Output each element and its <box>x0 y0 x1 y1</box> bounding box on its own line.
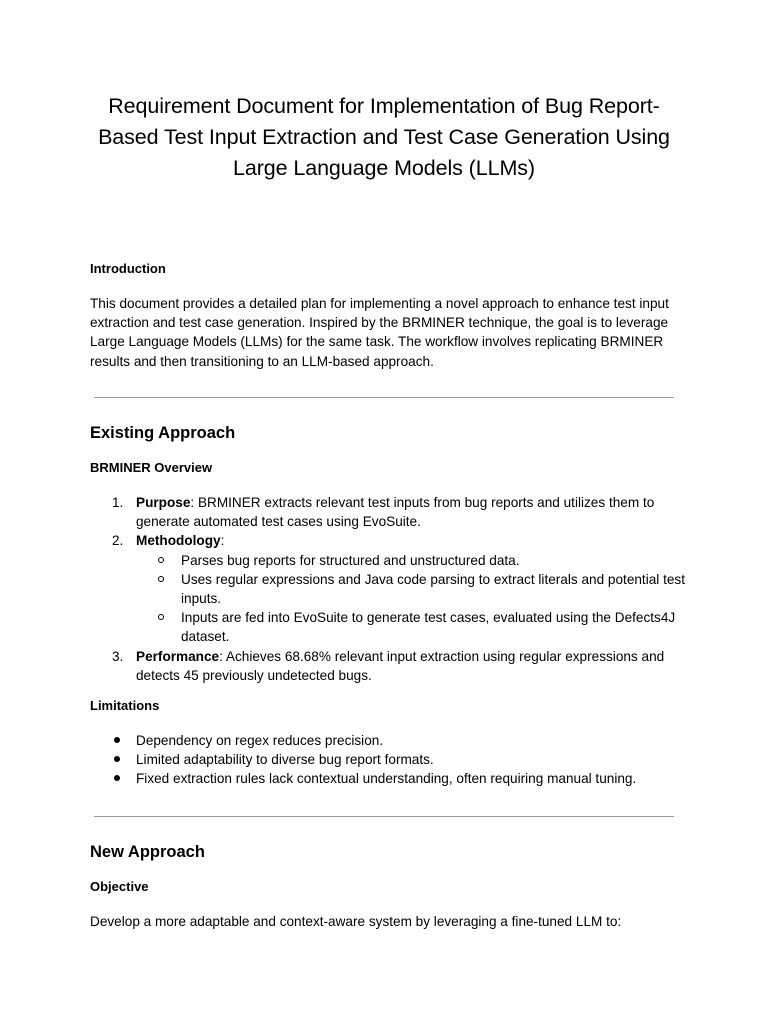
sublist-item <box>136 608 690 646</box>
limitations-heading: Limitations <box>90 698 160 713</box>
list-number: 2. <box>112 533 124 549</box>
sublist-item-text: Uses regular expressions and Java code parsing to extract literals and potential test inputs. <box>181 571 685 607</box>
section-divider <box>94 397 674 398</box>
sublist-item <box>136 551 690 570</box>
sublist-item-text: Parses bug reports for structured and unstructured data. <box>181 552 520 568</box>
document-title: Requirement Document for Implementation of Bug Report-Based Test Input Extraction and Test Case Generation Using Large Language Models (LLMs) <box>98 94 670 180</box>
list-item <box>90 731 690 750</box>
sublist-item-text: Inputs are fed into EvoSuite to generate test cases, evaluated using the Defects4J dataset. <box>181 610 676 645</box>
list-item <box>90 769 690 788</box>
list-number: 1. <box>112 495 124 510</box>
brminer-overview-list <box>90 493 690 685</box>
item-label: Methodology <box>136 533 221 549</box>
limitations-list <box>90 731 690 789</box>
list-item-text: Limited adaptability to diverse bug report formats. <box>136 752 434 768</box>
hollow-circle-bullet-icon <box>158 576 164 582</box>
brminer-overview-heading: BRMINER Overview <box>90 460 213 475</box>
item-text: : BRMINER extracts relevant test inputs from bug reports and utilizes them to generate automated test cases using EvoSuite. <box>136 495 655 530</box>
objective-paragraph: Develop a more adaptable and context-aware system by leveraging a fine-tuned LLM to: <box>90 914 622 929</box>
list-item-methodology <box>90 531 690 646</box>
item-label: Purpose <box>136 495 191 510</box>
item-label: Performance <box>136 648 220 664</box>
list-item <box>90 750 690 769</box>
bullet-icon <box>114 737 120 743</box>
introduction-paragraph: This document provides a detailed plan for implementing a novel approach to enhance test input extraction and test case generation. Inspired by the BRMINER technique, the goal is to leverage Large Language Models (LLMs) for the same task. The workflow involves replicating BRMINER results and then transitioning to an LLM-based approach. <box>90 296 669 369</box>
list-item-performance <box>90 647 690 685</box>
list-number: 3. <box>112 648 124 664</box>
new-approach-heading: New Approach <box>90 843 205 861</box>
list-item-purpose <box>90 493 690 531</box>
list-item-text: Dependency on regex reduces precision. <box>136 733 384 748</box>
bullet-icon <box>114 775 120 781</box>
sublist-item <box>136 570 690 608</box>
list-item-text: Fixed extraction rules lack contextual understanding, often requiring manual tuning. <box>136 771 637 787</box>
hollow-circle-bullet-icon <box>158 614 164 620</box>
objective-heading: Objective <box>90 879 149 894</box>
existing-approach-heading: Existing Approach <box>90 424 236 442</box>
hollow-circle-bullet-icon <box>158 557 164 563</box>
item-text: : Achieves 68.68% relevant input extraction using regular expressions and detects 45 previously undetected bugs. <box>136 648 665 683</box>
section-divider <box>94 816 674 817</box>
introduction-heading: Introduction <box>90 261 166 276</box>
bullet-icon <box>114 756 120 762</box>
item-text: : <box>220 533 225 549</box>
methodology-sublist <box>136 551 690 647</box>
